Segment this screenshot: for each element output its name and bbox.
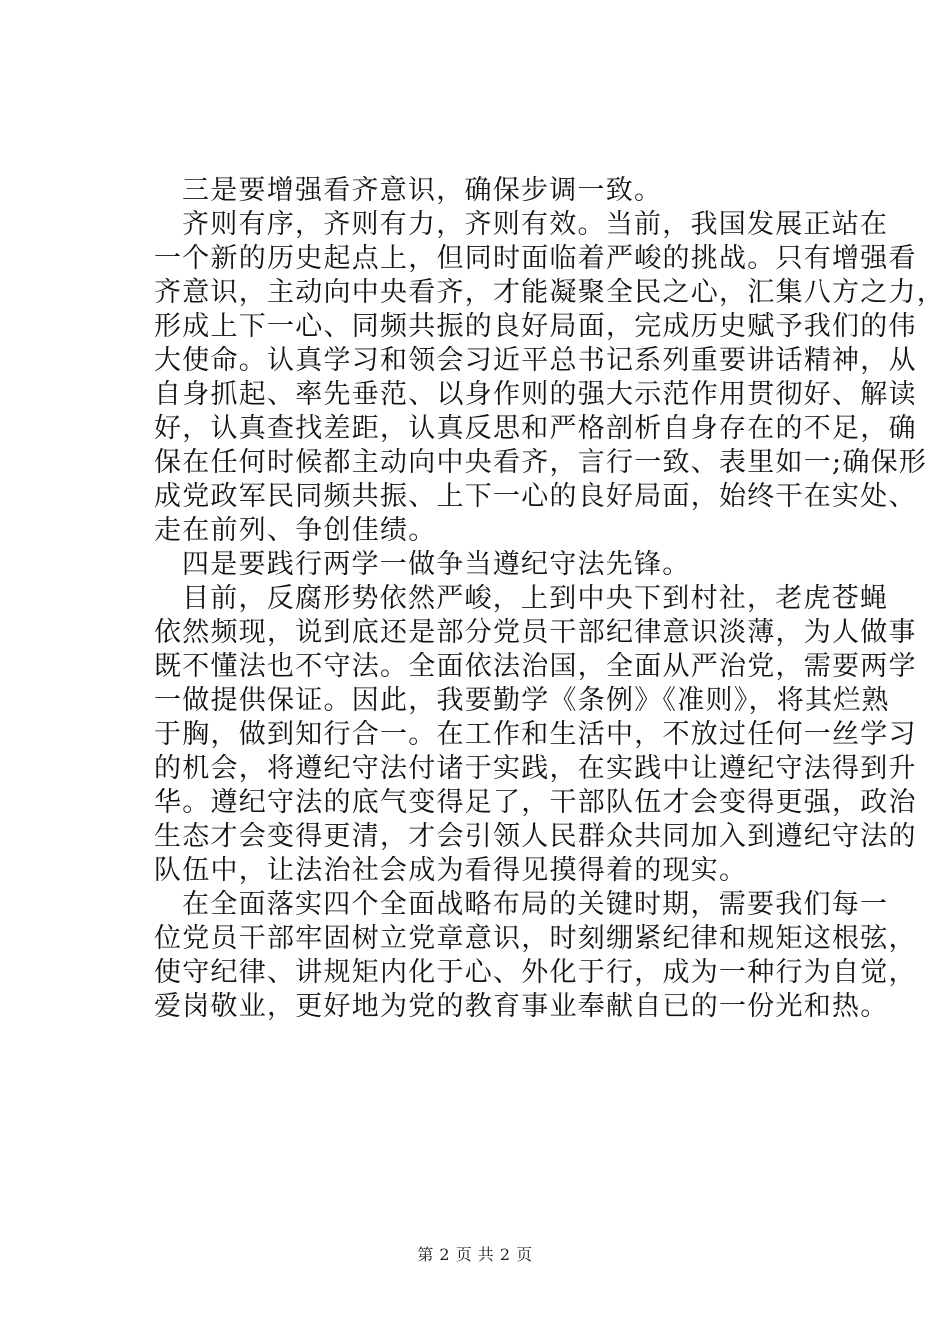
text-line: 依然频现，说到底还是部分党员干部纪律意识淡薄，为人做事 [154, 617, 917, 648]
text-line: 走在前列、争创佳绩。 [154, 515, 437, 546]
text-line: 大使命。认真学习和领会习近平总书记系列重要讲话精神，从 [154, 345, 917, 376]
text-line: 既不懂法也不守法。全面依法治国，全面从严治党，需要两学 [154, 651, 917, 682]
text-line: 齐则有序，齐则有力，齐则有效。当前，我国发展正站在 [182, 209, 889, 240]
paragraph-heading-4: 四是要践行两学一做争当遵纪守法先锋。 [182, 549, 691, 580]
paragraph-heading-3: 三是要增强看齐意识，确保步调一致。 [182, 175, 663, 206]
text-line: 形成上下一心、同频共振的良好局面，完成历史赋予我们的伟 [154, 311, 917, 342]
page-number-footer: 第 2 页 共 2 页 [417, 1245, 533, 1264]
text-line: 自身抓起、率先垂范、以身作则的强大示范作用贯彻好、解读 [154, 379, 917, 410]
text-line: 一做提供保证。因此，我要勤学《条例》《准则》，将其烂熟 [154, 685, 890, 716]
text-line: 成党政军民同频共振、上下一心的良好局面，始终干在实处、 [154, 481, 917, 512]
text-line: 一个新的历史起点上，但同时面临着严峻的挑战。只有增强看 [154, 243, 917, 274]
text-line: 的机会，将遵纪守法付诸于实践，在实践中让遵纪守法得到升 [154, 753, 917, 784]
text-line: 目前，反腐形势依然严峻，上到中央下到村社，老虎苍蝇 [182, 583, 889, 614]
text-line: 位党员干部牢固树立党章意识，时刻绷紧纪律和规矩这根弦， [154, 923, 917, 954]
text-line: 保在任何时候都主动向中央看齐，言行一致、表里如一;确保形 [154, 447, 928, 478]
text-line: 使守纪律、讲规矩内化于心、外化于行，成为一种行为自觉， [154, 957, 917, 988]
text-line: 爱岗敬业，更好地为党的教育事业奉献自已的一份光和热。 [154, 991, 889, 1022]
text-line: 队伍中，让法治社会成为看得见摸得着的现实。 [154, 855, 748, 886]
text-line: 好，认真查找差距，认真反思和严格剖析自身存在的不足，确 [154, 413, 917, 444]
text-line: 华。遵纪守法的底气变得足了，干部队伍才会变得更强，政治 [154, 787, 917, 818]
text-line: 在全面落实四个全面战略布局的关键时期，需要我们每一 [182, 889, 889, 920]
text-line: 生态才会变得更清，才会引领人民群众共同加入到遵纪守法的 [154, 821, 917, 852]
text-line: 于胸，做到知行合一。在工作和生活中，不放过任何一丝学习 [154, 719, 917, 750]
text-line: 齐意识，主动向中央看齐，才能凝聚全民之心，汇集八方之力， [154, 277, 945, 308]
